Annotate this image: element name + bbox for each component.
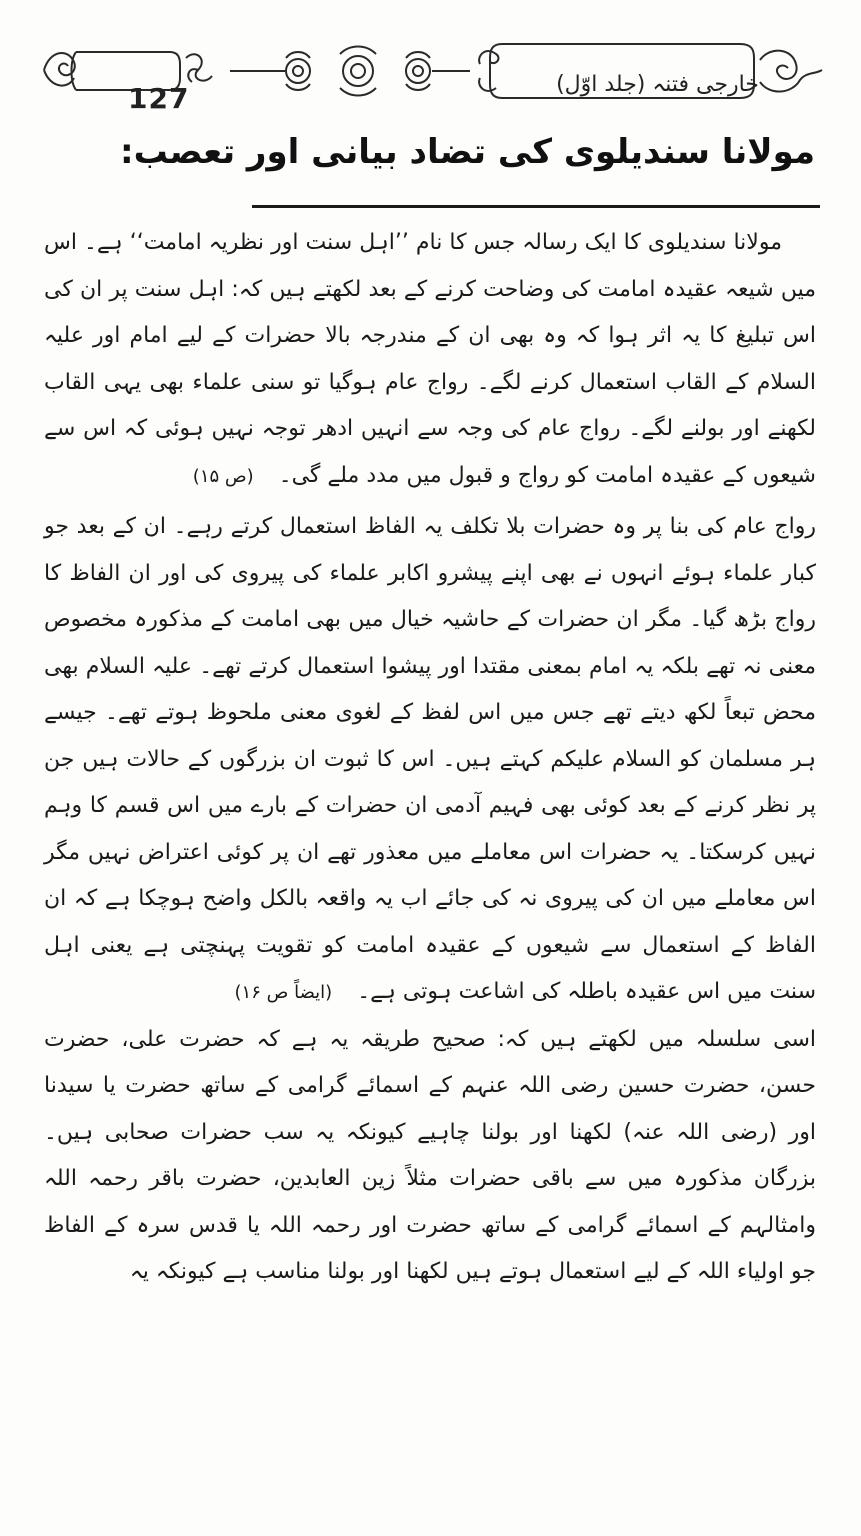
left-scroll-ornament [44,53,75,75]
paragraph-1-citation: (ص ۱۵) [192,465,254,487]
center-flower-ornament-3 [406,59,430,83]
page-number: 127 [128,82,190,115]
paragraph-1-text: مولانا سندیلوی کا ایک رسالہ جس کا نام ’’اہل سنت اور نظریہ امامت‘‘ ہے۔ اس میں شیعہ عقیدہ امامت کی وضاحت کرنے کے بعد لکھتے ہیں کہ: اہل سنت پر ان کی اس تبلیغ کا یہ اثر ہوا کہ وہ بھی ان کے مندرجہ بالا حضرات کے لیے امام اور علیہ السلام کے القاب استعمال کرنے لگے۔ رواج عام ہوگیا تو سنی علماء بھی یہی القاب لکھنے اور بولنے لگے۔ رواج عام کی وجہ سے انہیں ادھر توجہ نہیں ہوئی کہ اس سے شیعوں کے عقیدہ امامت کو رواج و قبول میں مدد ملے گی۔ [44,230,816,488]
flourish-ornament-1 [186,54,212,80]
center-flower-ornament-1 [286,59,310,83]
paragraph-2-text: رواج عام کی بنا پر وہ حضرات بلا تکلف یہ الفاظ استعمال کرتے رہے۔ ان کے بعد جو کبار علماء ہوئے انہوں نے بھی اپنے پیشرو اکابر علماء کی پیروی کی اور ان الفاظ کا رواج بڑھ گیا۔ مگر ان حضرات کے حاشیہ خیال میں بھی امامت کے مذکورہ مخصوص معنی نہ تھے بلکہ یہ امام بمعنی مقتدا اور پیشوا استعمال کرتے تھے۔ علیہ السلام بھی محض تبعاً لکھ دیتے تھے جس میں اس لفظ کے لغوی معنی ملحوظ ہوتے تھے۔ جیسے ہر مسلمان کو السلام علیکم کہتے ہیں۔ اس کا ثبوت ان بزرگوں کے حالات ہیں جن پر نظر کرنے کے بعد کوئی بھی فہیم آدمی ان حضرات کے بارے میں اس قسم کا وہم نہیں کرسکتا۔ یہ حضرات اس معاملے میں معذور تھے ان پر کوئی اعتراض نہیں مگر اس معاملے میں ان کی پیروی نہ کی جائے اب یہ واقعہ بالکل واضح ہوچکا ہے کہ ان الفاظ کے استعمال سے شیعوں کے عقیدہ امامت کو تقویت پہنچتی ہے یعنی اہل سنت میں اس عقیدہ باطلہ کی اشاعت ہوتی ہے۔ [44,514,816,1004]
body-text [44,220,816,1296]
book-title: خارجی فتنہ (جلد اوّل) [556,72,759,97]
flourish-ornament-2 [479,51,498,64]
paragraph-3-text: اسی سلسلہ میں لکھتے ہیں کہ: صحیح طریقہ یہ ہے کہ حضرت علی، حضرت حسن، حضرت حسین رضی اللہ عنہم کے اسمائے گرامی کے ساتھ حضرت یا سیدنا اور (رضی اللہ عنہ) لکھنا اور بولنا چاہیے کیونکہ یہ سب حضرات صحابی ہیں۔ بزرگان مذکورہ میں سے باقی حضرات مثلاً زین العابدین، حضرت باقر رحمہ اللہ وامثالہم کے اسمائے گرامی کے ساتھ حضرت اور رحمہ اللہ یا قدس سرہ کے الفاظ جو اولیاء اللہ کے لیے استعمال ہوتے ہیں لکھنا اور بولنا مناسب ہے کیونکہ یہ [44,1026,816,1284]
paragraph-2-citation: (ایضاً ص ۱۶) [234,982,333,1003]
paragraph-2 [44,504,816,1017]
running-header [40,30,830,115]
paragraph-3 [44,1017,816,1296]
center-flower-ornament-2 [343,56,373,86]
paragraph-1 [44,220,816,500]
chapter-heading: مولانا سندیلوی کی تضاد بیانی اور تعصب: [120,132,815,172]
heading-underline [252,205,820,208]
